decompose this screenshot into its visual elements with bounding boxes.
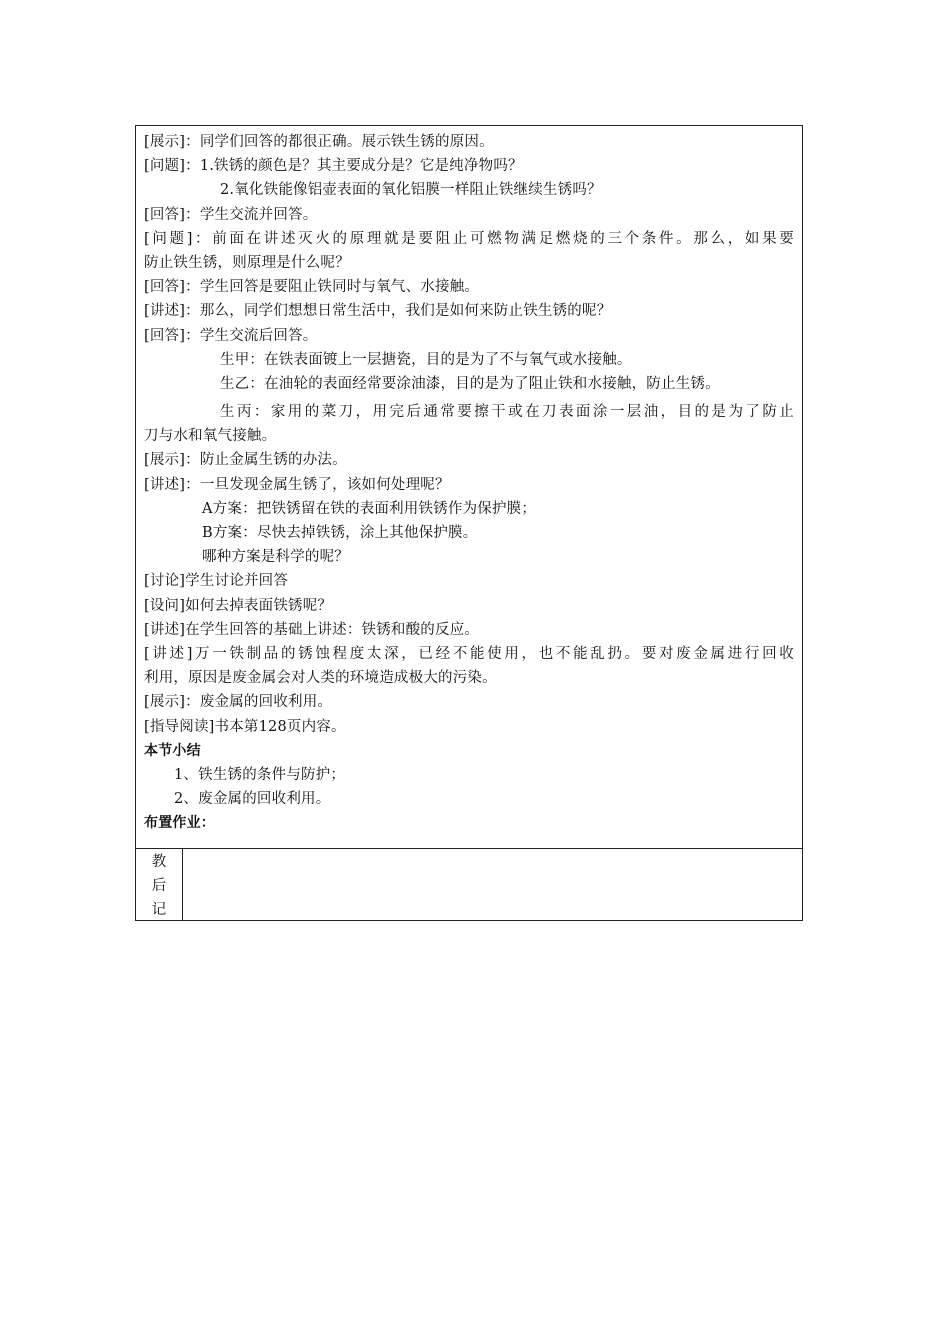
lesson-line: [展示]：废金属的回收利用。 xyxy=(144,694,333,711)
lesson-line: 生丙：家用的菜刀，用完后通常要擦干或在刀表面涂一层油，目的是为了防止 xyxy=(220,404,794,421)
reflection-content-cell[interactable] xyxy=(183,849,802,921)
lesson-line: [展示]：防止金属生锈的办法。 xyxy=(144,452,347,469)
lesson-line: [讲述]：一旦发现金属生锈了，该如何处理呢？ xyxy=(144,476,450,493)
lesson-line: B方案：尽快去掉铁锈，涂上其他保护膜。 xyxy=(202,525,478,541)
lesson-line: 刀与水和氧气接触。 xyxy=(144,428,277,445)
lesson-content-cell xyxy=(136,126,802,848)
lesson-line: [讲述]：那么，同学们想想日常生活中，我们是如何来防止铁生锈的呢？ xyxy=(144,303,612,320)
reflection-label-char: 后 xyxy=(151,878,167,894)
lesson-plan-table xyxy=(135,125,803,921)
lesson-line: [回答]：学生回答是要阻止铁同时与氧气、水接触。 xyxy=(144,279,480,296)
lesson-line: 哪种方案是科学的呢？ xyxy=(202,549,349,566)
reflection-label-char: 教 xyxy=(151,854,167,870)
lesson-line: [回答]：学生交流并回答。 xyxy=(144,206,318,223)
summary-item: 1、铁生锈的条件与防护； xyxy=(174,766,346,783)
lesson-line: [讲述]在学生回答的基础上讲述：铁锈和酸的反应。 xyxy=(144,621,480,638)
lesson-line: [讲述]万一铁制品的锈蚀程度太深，已经不能使用，也不能乱扔。要对废金属进行回收 xyxy=(144,645,794,662)
homework-heading: 布置作业： xyxy=(144,815,215,832)
lesson-line: A方案：把铁锈留在铁的表面利用铁锈作为保护膜； xyxy=(202,500,537,517)
lesson-line: 生甲：在铁表面镀上一层搪瓷，目的是为了不与氧气或水接触。 xyxy=(220,351,632,368)
lesson-line: 生乙：在油轮的表面经常要涂油漆，目的是为了阻止铁和水接触，防止生锈。 xyxy=(220,375,720,392)
reflection-label-char: 记 xyxy=(151,902,167,918)
reflection-row xyxy=(136,848,802,921)
lesson-line: [设问]如何去掉表面铁锈呢？ xyxy=(144,597,333,614)
lesson-line: 防止铁生锈，则原理是什么呢？ xyxy=(144,254,350,271)
lesson-line: [指导阅读]书本第128页内容。 xyxy=(144,718,346,735)
summary-heading: 本节小结 xyxy=(144,742,201,759)
lesson-line: [展示]：同学们回答的都很正确。展示铁生锈的原因。 xyxy=(144,134,494,150)
lesson-line: 利用，原因是废金属会对人类的环境造成极大的污染。 xyxy=(144,670,497,687)
lesson-line: [问题]：前面在讲述灭火的原理就是要阻止可燃物满足燃烧的三个条件。那么，如果要 xyxy=(144,230,794,247)
summary-item: 2、废金属的回收利用。 xyxy=(174,791,331,808)
lesson-line: [讨论]学生讨论并回答 xyxy=(144,573,289,590)
lesson-line: [问题]：1.铁锈的颜色是？其主要成分是？它是纯净物吗？ xyxy=(144,158,523,175)
lesson-line: [回答]：学生交流后回答。 xyxy=(144,327,318,344)
reflection-label xyxy=(136,849,183,921)
lesson-line: 2.氧化铁能像铝壶表面的氧化铝膜一样阻止铁继续生锈吗？ xyxy=(220,182,602,199)
